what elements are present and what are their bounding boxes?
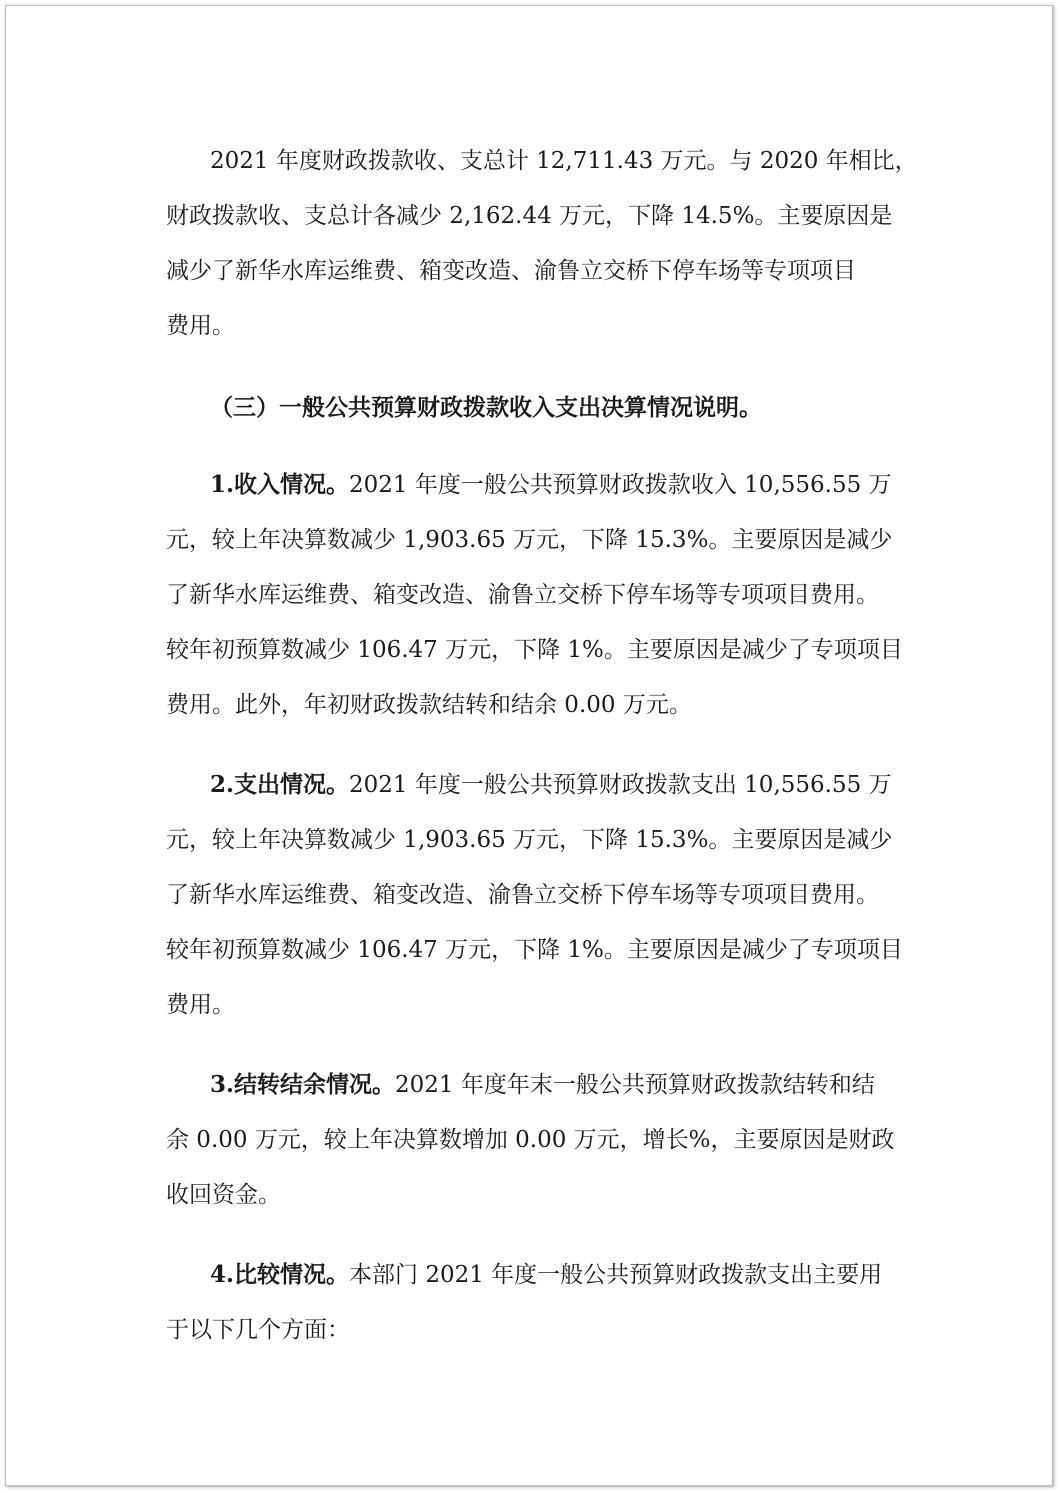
item-3-title: 3.结转结余情况。: [210, 1071, 396, 1098]
item-2-line-3: 了新华水库运维费、箱变改造、渝鲁立交桥下停车场等专项项目费用。: [166, 882, 879, 908]
paragraph-1-line-4: 费用。: [166, 313, 235, 339]
item-3-first-line: [210, 1065, 875, 1105]
item-1-line-5: 费用。此外，年初财政拨款结转和结余 0.00 万元。: [166, 692, 692, 718]
item-4-title: 4.比较情况。: [210, 1261, 350, 1288]
section-heading: （三）一般公共预算财政拨款收入支出决算情况说明。: [210, 394, 762, 421]
item-1-line-3: 了新华水库运维费、箱变改造、渝鲁立交桥下停车场等专项项目费用。: [166, 582, 879, 608]
item-1-first-line-text: 2021 年度一般公共预算财政拨款收入 10,556.55 万: [349, 472, 892, 498]
item-4-first-line-text: 本部门 2021 年度一般公共预算财政拨款支出主要用: [349, 1262, 883, 1288]
paragraph-1-line-3: 减少了新华水库运维费、箱变改造、渝鲁立交桥下停车场等专项项目: [166, 258, 856, 284]
paragraph-1-line-1: 2021 年度财政拨款收、支总计 12,711.43 万元。与 2020 年相比，: [210, 148, 918, 174]
item-1-line-2: 元，较上年决算数减少 1,903.65 万元，下降 15.3%。主要原因是减少: [166, 527, 893, 553]
item-4-first-line: [210, 1255, 882, 1295]
item-2-first-line-text: 2021 年度一般公共预算财政拨款支出 10,556.55 万: [349, 772, 892, 798]
item-2-title: 2.支出情况。: [210, 771, 350, 798]
item-1-title: 1.收入情况。: [210, 471, 350, 498]
item-2-line-4: 较年初预算数减少 106.47 万元，下降 1%。主要原因是减少了专项项目: [166, 937, 903, 963]
item-3-line-3: 收回资金。: [166, 1182, 281, 1208]
item-3-first-line-text: 2021 年度年末一般公共预算财政拨款结转和结: [395, 1072, 875, 1098]
item-3-line-2: 余 0.00 万元，较上年决算数增加 0.00 万元，增长%，主要原因是财政: [166, 1127, 895, 1153]
item-1-line-4: 较年初预算数减少 106.47 万元，下降 1%。主要原因是减少了专项项目: [166, 637, 903, 663]
item-2-first-line: [210, 765, 892, 805]
item-2-line-5: 费用。: [166, 992, 235, 1018]
item-1-first-line: [210, 465, 892, 505]
item-4-line-2: 于以下几个方面：: [166, 1317, 350, 1343]
item-2-line-2: 元，较上年决算数减少 1,903.65 万元，下降 15.3%。主要原因是减少: [166, 827, 893, 853]
paragraph-1-line-2: 财政拨款收、支总计各减少 2,162.44 万元，下降 14.5%。主要原因是: [166, 203, 893, 229]
